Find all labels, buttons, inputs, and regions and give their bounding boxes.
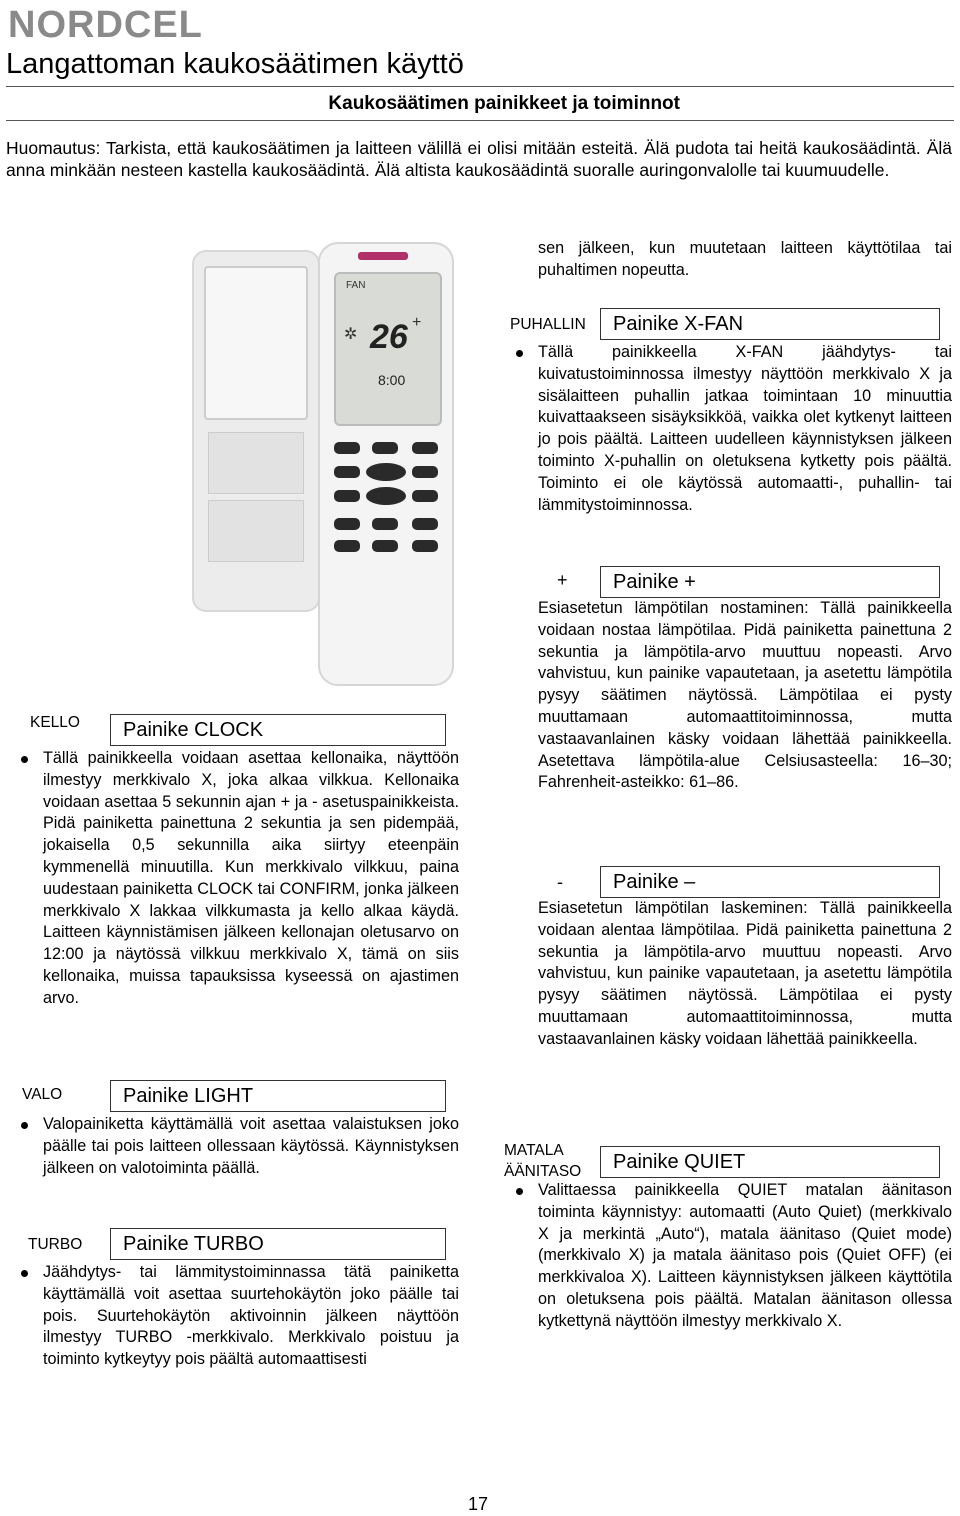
xfan-description <box>538 342 952 516</box>
quiet-tag-line2: ÄÄNITASO <box>504 1163 582 1180</box>
xfan-button-box: Painike X-FAN <box>600 308 940 340</box>
minus-tag: - <box>557 872 563 892</box>
display-mode-label: FAN <box>346 280 366 291</box>
section-subtitle: Kaukosäätimen painikkeet ja toiminnot <box>328 93 680 114</box>
light-tag: VALO <box>22 1086 63 1103</box>
plus-text: Esiasetetun lämpötilan nostaminen: Tällä painikkeella voidaan nostaa lämpötilaa. Pidä painiketta painettuna 2 sekuntia ja lämpötila-arvo muuttuu nopeasti. Arvo vahvistuu, kun painike vapautetaan, ja asetettu lämpötila pysyy säätimen näytössä. Lämpötilaa ei pysty muuttamaan automaattitoiminnossa, mutta vastaavanlainen käsky voidaan lähettää painikkeella. Asetettava lämpötila-alue Celsiusasteella: 16–30; Fahrenheit-asteikko: 61–86. <box>538 599 952 792</box>
bullet-icon <box>516 350 523 357</box>
light-button-box: Painike LIGHT <box>110 1080 446 1112</box>
brand-logo: NORDCEL <box>8 4 203 46</box>
warning-note: Huomautus: Tarkista, että kaukosäätimen ja laitteen välillä ei olisi mitään esteitä. Älä pudota tai heitä kaukosäädintä. Älä anna minkään nesteen kastella kaukosäädintä. Älä altista kaukosäädintä suoralle auringonvalolle tai kuumuudelle. <box>6 138 952 180</box>
subtitle-rule <box>6 120 954 121</box>
bullet-icon <box>21 1270 28 1277</box>
plus-button-box: Painike + <box>600 566 940 598</box>
quiet-text: Valittaessa painikkeella QUIET matalan äänitason toiminta käynnistyy: automaatti (Auto Quiet) (merkkivalo X ja merkintä „Auto“), matala äänitaso (Quiet mode) (merkkivalo X) ja matala äänitaso pois (Quiet OFF) (ei merkkivaloa X). Laitteen käynnistyksen jälkeen käyttötila on oletuksena pois päältä. Matalan äänitason ollessa kytkettynä näyttöön ilmestyy merkkivalo X. <box>538 1181 952 1330</box>
turbo-description <box>43 1262 459 1371</box>
title-rule <box>6 86 954 87</box>
turbo-button-box: Painike TURBO <box>110 1228 446 1260</box>
ir-emitter <box>358 252 408 260</box>
turbo-tag: TURBO <box>28 1236 83 1253</box>
minus-button-box: Painike – <box>600 866 940 898</box>
quiet-description <box>538 1180 952 1333</box>
clock-tag: KELLO <box>30 714 80 731</box>
remote-control-image <box>318 242 454 686</box>
quiet-tag-line1: MATALA <box>504 1142 564 1159</box>
xfan-tag: PUHALLIN <box>510 316 586 333</box>
light-text: Valopainiketta käyttämällä voit asettaa valaistuksen joko päälle tai pois laitteen ollessaan käytössä. Käynnistyksen jälkeen on valotoiminta päällä. <box>43 1115 459 1177</box>
turbo-text: Jäähdytys- tai lämmitystoiminnassa tätä painiketta käyttämällä voit asettaa suurtehokäytön joko päälle tai pois. Suurtehokäytön aktivoinnin jälkeen näyttöön ilmestyy TURBO -merkkivalo. Merkkivalo poistuu ja toiminto kytkeytyy pois päältä automaattisesti <box>43 1263 459 1369</box>
page-title: Langattoman kaukosäätimen käyttö <box>6 48 464 80</box>
display-temperature: 26 <box>370 318 408 356</box>
plus-tag: + <box>557 570 568 590</box>
bullet-icon <box>516 1188 523 1195</box>
page-number: 17 <box>468 1494 489 1514</box>
minus-text: Esiasetetun lämpötilan laskeminen: Tällä painikkeella voidaan alentaa lämpötilaa. Pidä painiketta painettuna 2 sekuntia ja lämpötila-arvo muuttuu nopeasti. Arvo vahvistuu, kun painike vapautetaan, ja asetettu lämpötila pysyy säätimen näytössä. Lämpötilaa ei pysty muuttamaan automaattitoiminnossa, mutta vastaavanlainen käsky voidaan lähettää painikkeella. <box>538 899 952 1048</box>
quiet-button-box: Painike QUIET <box>600 1146 940 1178</box>
display-time: 8:00 <box>378 372 406 388</box>
xfan-text: Tällä painikkeella X-FAN jäähdytys- tai kuivatustoiminnossa ilmestyy näyttöön merkkivalo X ja sisälaitteen puhallin jatkaa toimintaan 10 minuuttia kuivattaakseen sisäyksikköä, vaikka olet kytkenyt laitteen jo pois päältä. Laitteen uudelleen käynnistyksen jälkeen toiminto X-puhallin on oletuksena kytketty pois päältä. Toiminto ei ole käytössä automaatti-, puhallin- tai lämmitystoiminnossa. <box>538 343 952 514</box>
remote-battery-cover <box>192 250 320 612</box>
plus-symbol-icon: + <box>412 314 422 331</box>
clock-button-box: Painike CLOCK <box>110 714 446 746</box>
bullet-icon <box>21 756 28 763</box>
remote-button-grid <box>320 432 452 672</box>
fan-icon: ✲ <box>344 326 358 343</box>
clock-text: Tällä painikkeella voidaan asettaa kellonaika, näyttöön ilmestyy merkkivalo X, joka alkaa vilkkua. Kellonaika voidaan asettaa 5 sekunnin ajan + ja - asetuspainikkeista. Pidä painiketta painettuna 2 sekuntia ja sen pidempää, jokaisella 0,5 sekunnilla aika siirtyy eteenpäin kymmenellä minuutilla. Kun merkkivalo vilkkuu, paina uudestaan painiketta CLOCK tai CONFIRM, jonka jälkeen merkkivalo X lakkaa vilkkumasta ja kello alkaa käydä. Laitteen käynnistämisen jälkeen kellonajan oletusarvo on 12:00 ja näytössä vilkkuu merkkivalo X, tämä on siis kellonaika, muissa tapauksissa kyseessä on ajastimen arvo. <box>43 749 459 1007</box>
clock-description <box>43 748 459 1010</box>
light-description <box>43 1114 459 1179</box>
continued-text: sen jälkeen, kun muutetaan laitteen käyttötilaa tai puhaltimen nopeutta. <box>538 239 952 279</box>
quiet-tag <box>504 1140 581 1182</box>
bullet-icon <box>21 1122 28 1129</box>
remote-lcd-display <box>334 272 442 426</box>
